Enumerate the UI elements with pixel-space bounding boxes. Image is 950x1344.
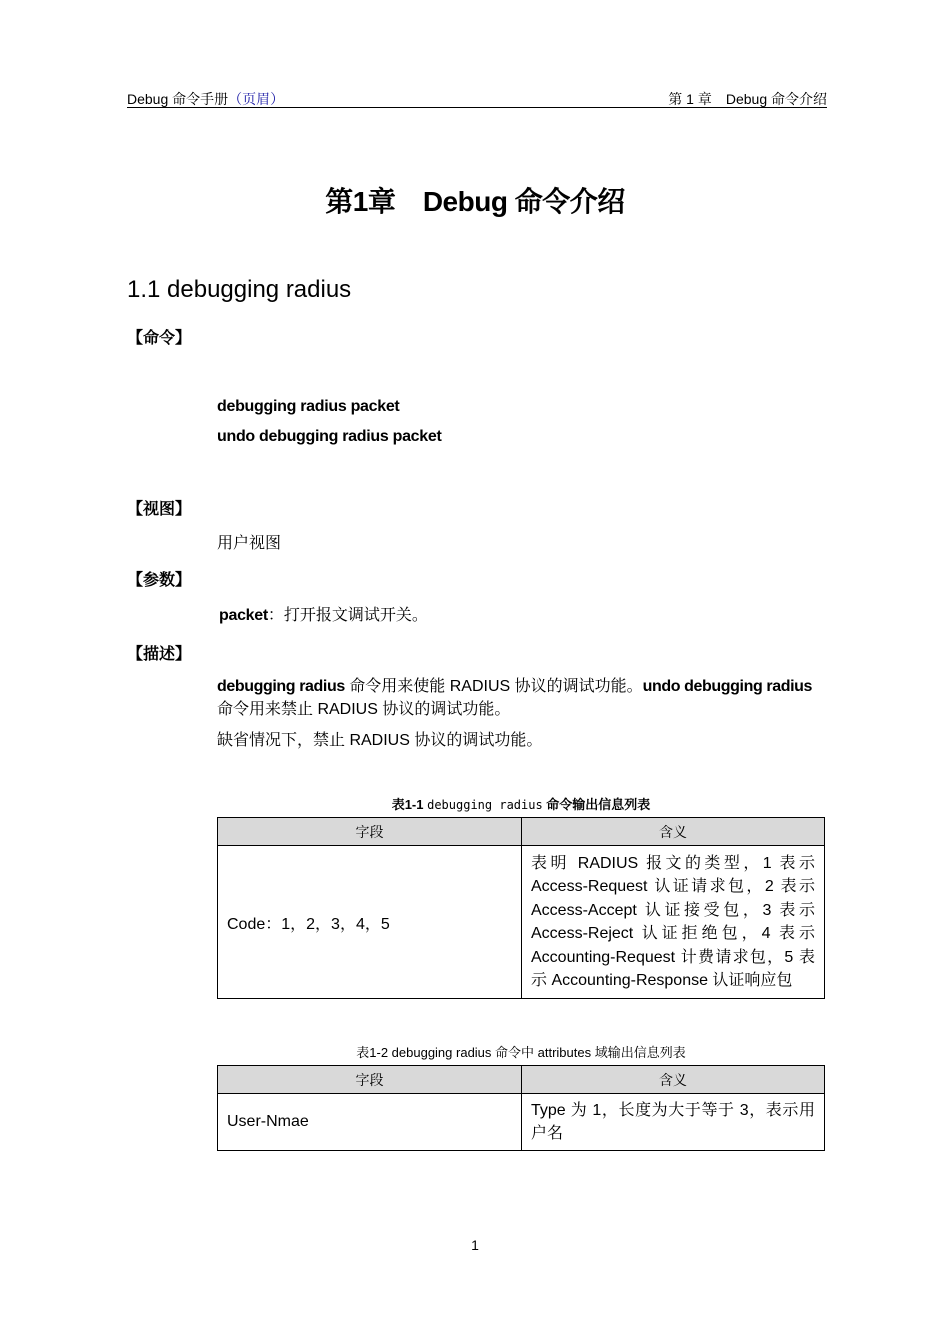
column-header: 字段 [218, 1066, 522, 1094]
caption-prefix: 表1-1 [391, 797, 428, 812]
params-text [219, 602, 428, 625]
desc-text: 命令用来使能 RADIUS 协议的调试功能。 [344, 678, 643, 695]
header-note: （页眉） [228, 91, 285, 107]
chapter-title: 第1章 Debug 命令介绍 [325, 186, 625, 217]
header-chapter: 第 1 章 Debug 命令介绍 [668, 91, 827, 107]
param-name: packet [219, 607, 268, 624]
page-number: 1 [471, 1237, 479, 1253]
param-desc: ：打开报文调试开关。 [267, 607, 428, 624]
desc-command: debugging radius [217, 678, 345, 695]
table-row [218, 846, 825, 999]
table-header-row [218, 818, 825, 846]
command-line: undo debugging radius packet [217, 428, 442, 445]
desc-text: 命令用来禁止 RADIUS 协议的调试功能。 [217, 701, 511, 718]
description-paragraph [217, 675, 825, 721]
table1-caption [217, 794, 825, 813]
table2 [217, 1065, 825, 1151]
column-header: 含义 [522, 1066, 825, 1094]
column-header: 字段 [218, 818, 522, 846]
view-label: 【视图】 [127, 501, 192, 518]
command-line: debugging radius packet [217, 398, 400, 415]
caption-code: debugging radius [427, 798, 543, 812]
table-cell-field: User-Nmae [218, 1094, 522, 1151]
page-header [127, 89, 827, 108]
table-cell-meaning: 表明 RADIUS 报文的类型，1 表示 Access-Request 认证请求包，2 表示 Access-Accept 认证接受包，3 表示 Access-Reject 认证拒绝包，4 表示 Accounting-Request 计费请求包，5 表示 Accounting-Response 认证响应包 [522, 846, 825, 999]
view-text: 用户视图 [217, 535, 282, 552]
header-left [127, 89, 284, 109]
caption-suffix: 命令输出信息列表 [542, 797, 651, 812]
table-row [218, 1094, 825, 1151]
table1 [217, 817, 825, 999]
header-manual-title: Debug 命令手册 [127, 91, 229, 107]
column-header: 含义 [522, 818, 825, 846]
params-label: 【参数】 [127, 572, 192, 589]
command-label: 【命令】 [127, 330, 192, 347]
table2-caption: 表1-2 debugging radius 命令中 attributes 域输出信息列表 [356, 1045, 686, 1060]
section-title: 1.1 debugging radius [127, 276, 352, 303]
description-label: 【描述】 [127, 646, 192, 663]
table-cell-field: Code：1，2，3，4，5 [218, 846, 522, 999]
table-header-row [218, 1066, 825, 1094]
table-cell-meaning: Type 为 1，长度为大于等于 3，表示用户名 [522, 1094, 825, 1151]
desc-undo-command: undo debugging radius [642, 678, 812, 695]
default-paragraph: 缺省情况下，禁止 RADIUS 协议的调试功能。 [217, 732, 543, 749]
